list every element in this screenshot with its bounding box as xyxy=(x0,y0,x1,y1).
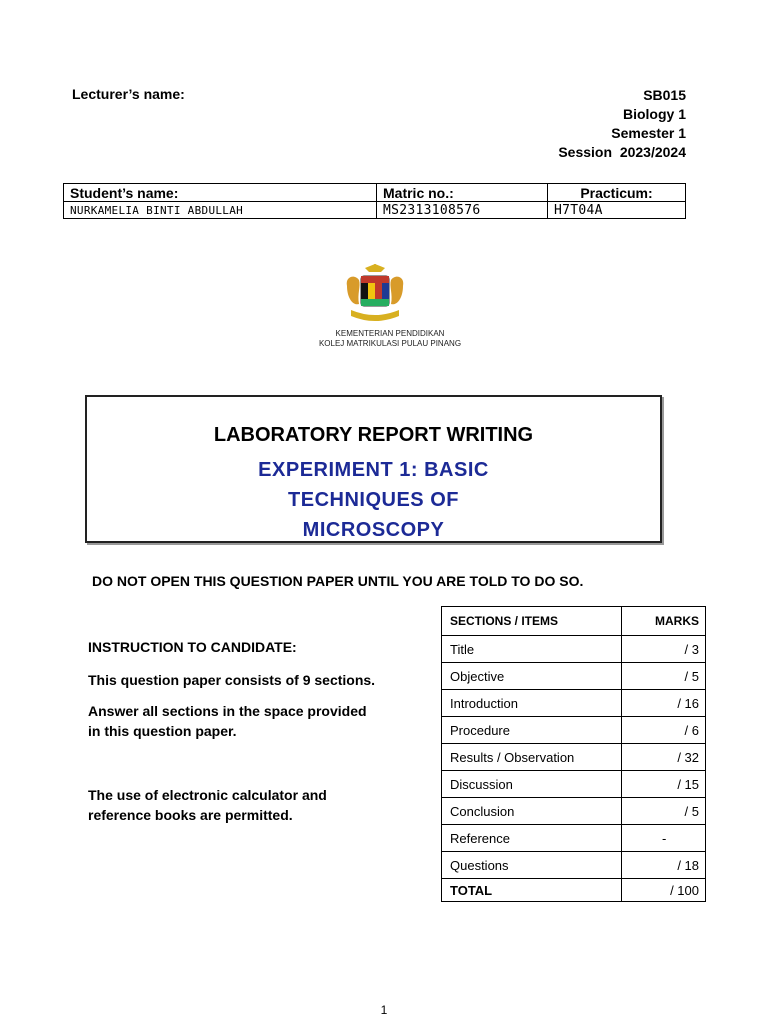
course-name: Biology 1 xyxy=(622,106,686,122)
total-row xyxy=(442,879,706,902)
section-item: Procedure xyxy=(442,717,622,744)
table-row xyxy=(442,798,706,825)
instruction-line-2b: in this question paper. xyxy=(88,723,237,739)
matric-label: Matric no.: xyxy=(377,184,548,202)
section-item: Conclusion xyxy=(442,798,622,825)
total-label: TOTAL xyxy=(442,879,622,902)
section-marks: / 16 xyxy=(622,690,706,717)
section-marks: / 5 xyxy=(622,798,706,825)
course-code: SB015 xyxy=(643,87,686,103)
table-row xyxy=(442,852,706,879)
student-table-header xyxy=(64,184,686,202)
marks-header: MARKS xyxy=(622,607,706,636)
course-info xyxy=(558,86,686,162)
student-table-values xyxy=(64,202,686,219)
section-item: Results / Observation xyxy=(442,744,622,771)
coat-of-arms-icon xyxy=(343,264,407,326)
instruction-line-2a: Answer all sections in the space provided xyxy=(88,703,367,719)
student-name-value: NURKAMELIA BINTI ABDULLAH xyxy=(64,202,377,219)
section-marks: - xyxy=(622,825,706,852)
section-marks: / 18 xyxy=(622,852,706,879)
instruction-line-3b: reference books are permitted. xyxy=(88,807,293,823)
college-name: KOLEJ MATRIKULASI PULAU PINANG xyxy=(318,339,462,348)
student-info-table xyxy=(63,183,686,219)
section-marks: / 3 xyxy=(622,636,706,663)
section-marks: / 6 xyxy=(622,717,706,744)
practicum-label: Practicum: xyxy=(548,184,686,202)
section-item: Title xyxy=(442,636,622,663)
experiment-title: EXPERIMENT 1: BASIC TECHNIQUES OF MICROSCOPY xyxy=(258,459,489,541)
session: Session 2023/2024 xyxy=(558,144,686,160)
section-marks: / 5 xyxy=(622,663,706,690)
table-row xyxy=(442,663,706,690)
section-marks: / 15 xyxy=(622,771,706,798)
warning-notice: DO NOT OPEN THIS QUESTION PAPER UNTIL YOU ARE TOLD TO DO SO. xyxy=(92,573,584,589)
ministry-name: KEMENTERIAN PENDIDIKAN xyxy=(335,329,445,338)
table-row xyxy=(442,690,706,717)
section-item: Discussion xyxy=(442,771,622,798)
lecturer-name-label: Lecturer’s name: xyxy=(72,86,185,102)
section-item: Introduction xyxy=(442,690,622,717)
student-name-label: Student’s name: xyxy=(64,184,377,202)
table-row xyxy=(442,825,706,852)
marks-table xyxy=(441,606,706,902)
instruction-line-3a: The use of electronic calculator and xyxy=(88,787,327,803)
table-row xyxy=(442,744,706,771)
section-marks: / 32 xyxy=(622,744,706,771)
sections-header: SECTIONS / ITEMS xyxy=(442,607,622,636)
section-item: Objective xyxy=(442,663,622,690)
instruction-line-1: This question paper consists of 9 sections. xyxy=(88,672,376,688)
report-heading: LABORATORY REPORT WRITING xyxy=(213,424,534,446)
table-row xyxy=(442,636,706,663)
instruction-line-3 xyxy=(88,785,327,825)
table-row xyxy=(442,717,706,744)
section-item: Questions xyxy=(442,852,622,879)
instruction-line-2 xyxy=(88,701,367,741)
section-item: Reference xyxy=(442,825,622,852)
institution-name xyxy=(300,329,480,349)
semester: Semester 1 xyxy=(611,125,686,141)
report-title-box xyxy=(85,395,662,543)
marks-table-header xyxy=(442,607,706,636)
total-marks: / 100 xyxy=(622,879,706,902)
practicum-value: H7T04A xyxy=(548,202,686,219)
instruction-heading: INSTRUCTION TO CANDIDATE: xyxy=(88,639,297,655)
table-row xyxy=(442,771,706,798)
page-number: 1 xyxy=(380,1003,388,1017)
matric-value: MS2313108576 xyxy=(377,202,548,219)
